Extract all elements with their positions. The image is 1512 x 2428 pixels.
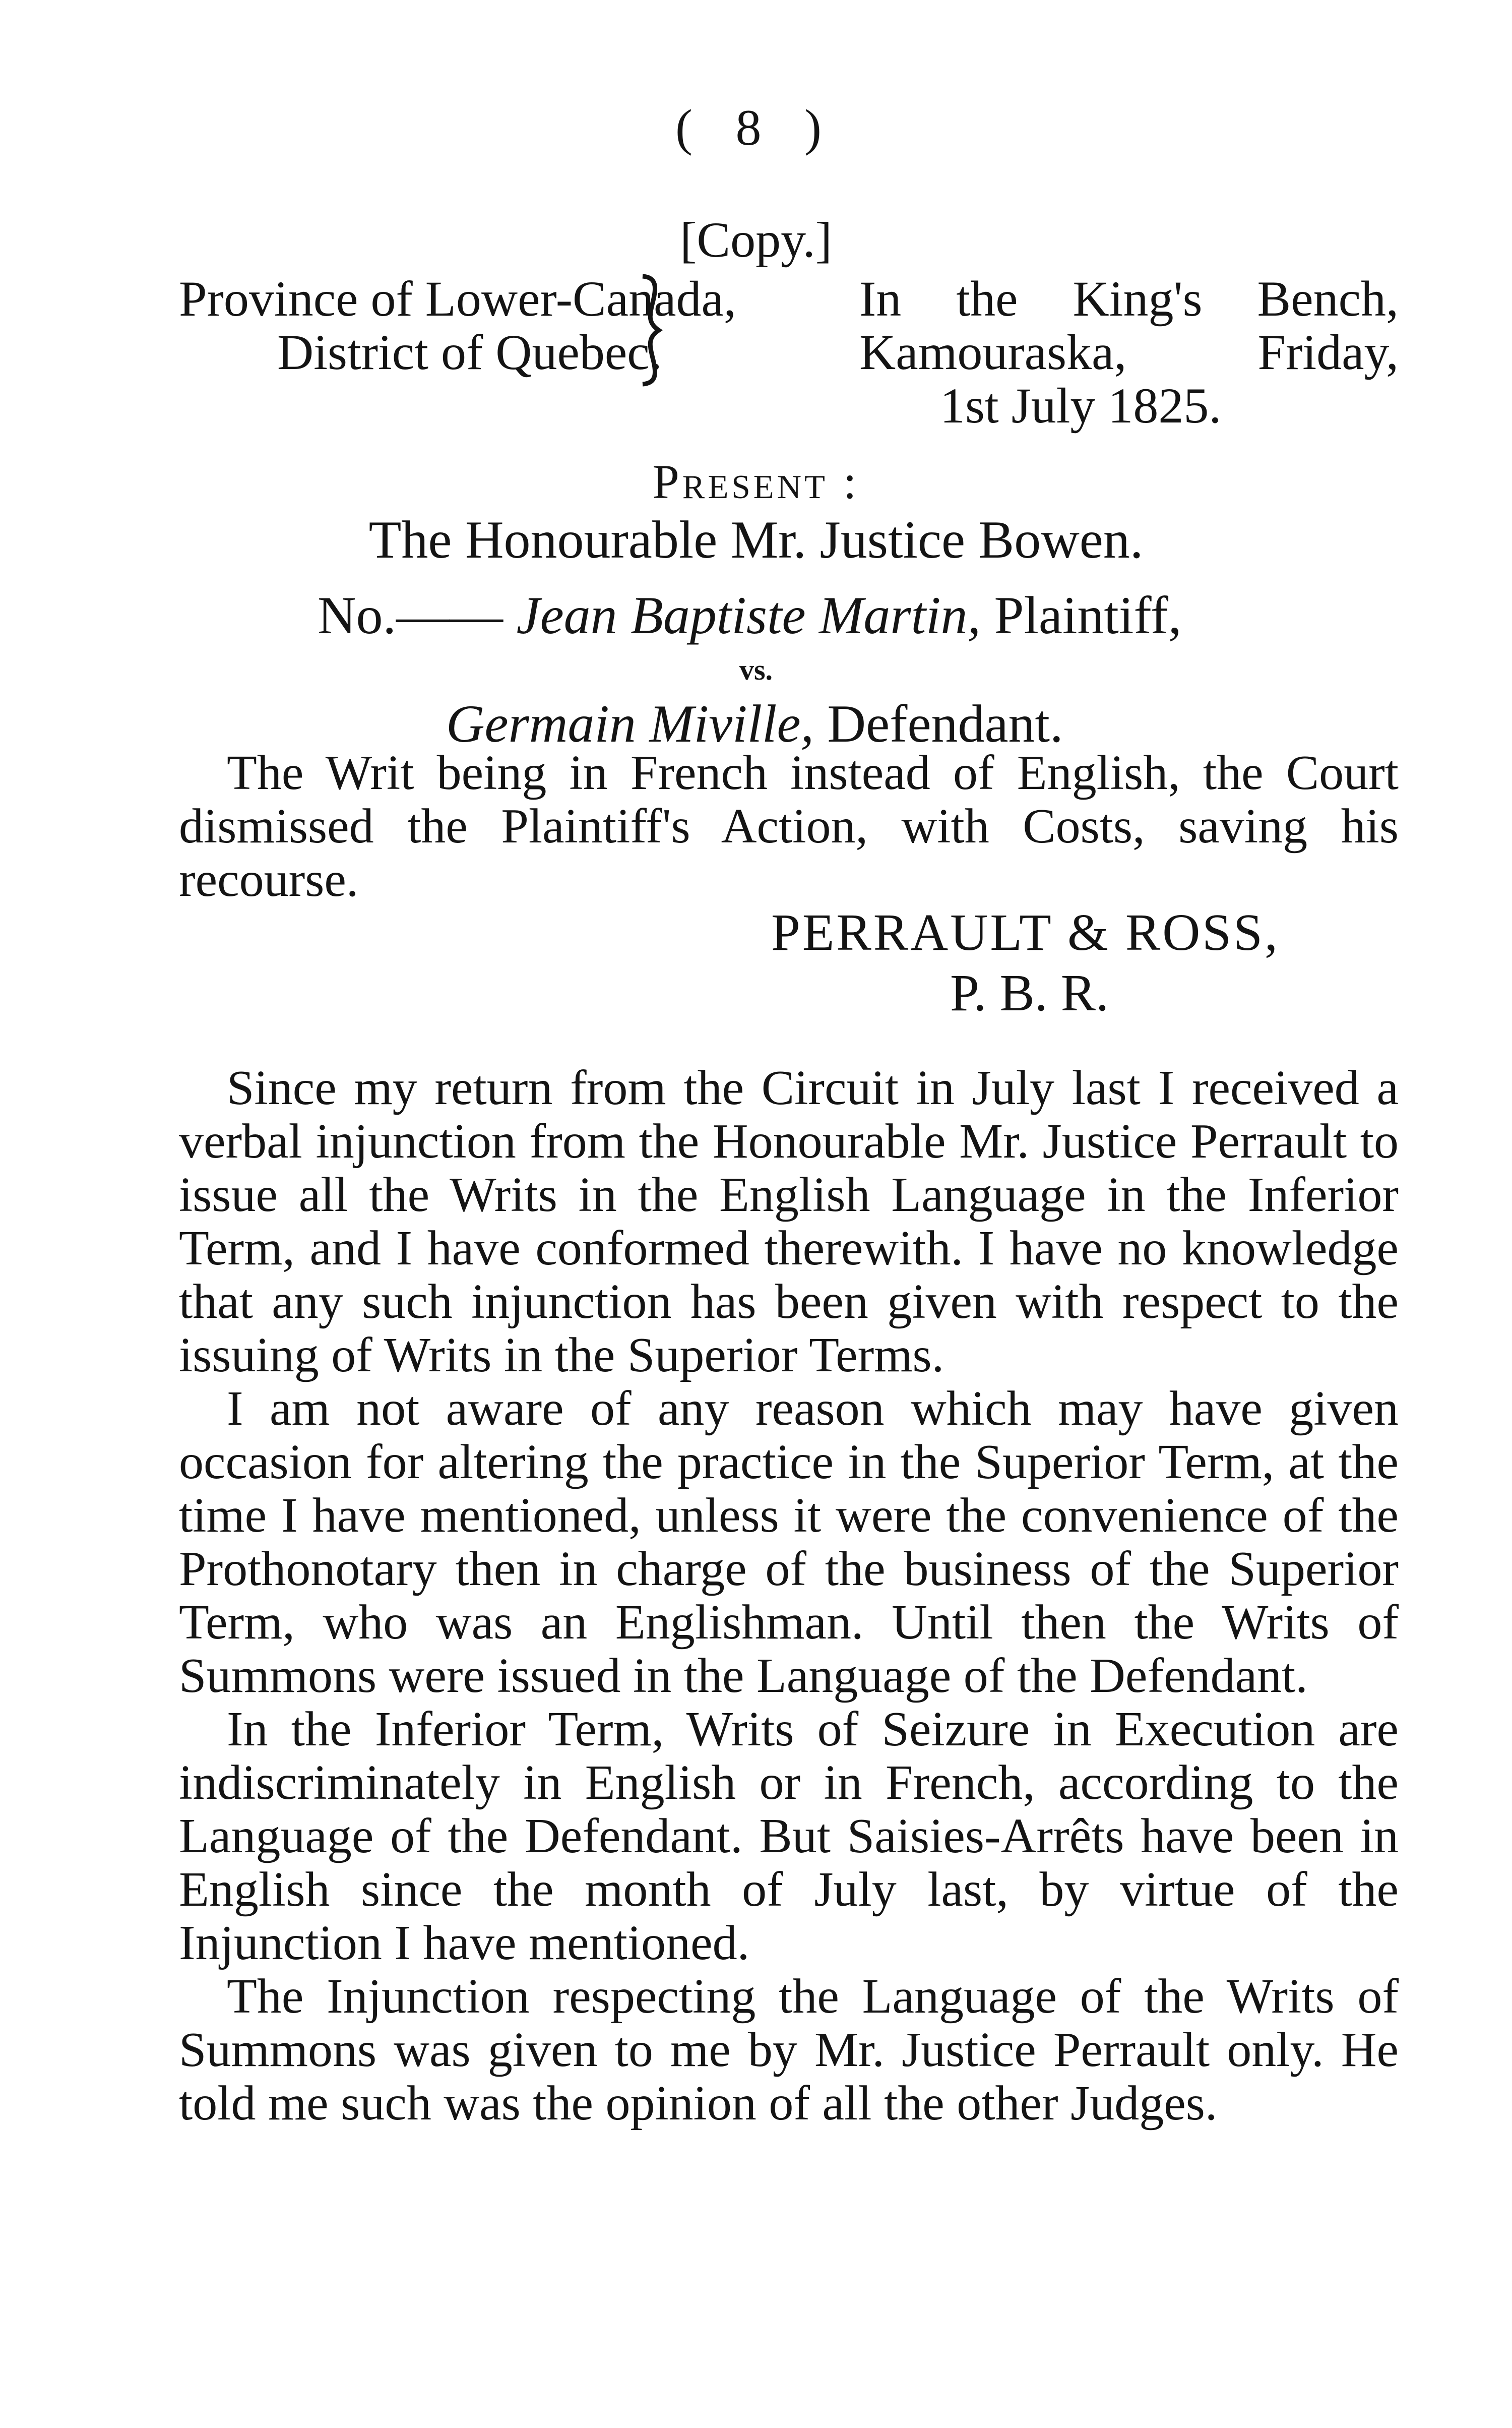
copy-label: [Copy.] [680, 212, 832, 268]
paragraph-3: In the Inferior Term, Writs of Seizure in Execution are indiscriminately in English or in French, according to the Language of the Defendant. But Saisies-Arrêts have been in English since the month of July last, by virtue of the Injunction I have mentioned. [179, 1702, 1399, 1970]
paragraph-1: Since my return from the Circuit in July last I received a verbal injunction from the Honourable Mr. Justice Perrault to issue all the Writs in the English Language in the Inferior Term, and I have conformed therewith. I have no knowledge that any such injunction has been given with respect to the issuing of Writs in the Superior Terms. [179, 1061, 1399, 1382]
case-caption [179, 272, 1399, 433]
caption-place-day: Kamouraska, Friday, [859, 324, 1399, 380]
paragraph-4: The Injunction respecting the Language of the Writs of Summons was given to me by Mr. Justice Perrault only. He told me such was the opinion of all the other Judges. [179, 1969, 1399, 2131]
caption-date: 1st July 1825. [940, 378, 1222, 434]
case-number-prefix: No.—— [318, 586, 503, 645]
case-plaintiff-line [318, 585, 1182, 646]
honourable-line: The Honourable Mr. Justice Bowen. [368, 510, 1144, 569]
caption-court: In the King's Bench, [859, 271, 1399, 327]
versus-label: vs. [739, 653, 773, 686]
ruling-paragraph [179, 746, 1399, 906]
signature-title: P. B. R. [950, 964, 1109, 1022]
defendant-role: Defendant. [827, 694, 1063, 753]
statement-body [179, 1061, 1399, 2130]
plaintiff-name: Jean Baptiste Martin, [516, 586, 981, 645]
defendant-name: Germain Miville, [446, 694, 814, 753]
present-label: Present : [652, 455, 860, 509]
brace-icon [633, 272, 668, 388]
caption-province: Province of Lower-Canada, [179, 271, 736, 327]
paragraph-2: I am not aware of any reason which may have given occasion for altering the practice in the Superior Term, at the time I have mentioned, unless it were the convenience of the Prothonotary then in charge of the business of the Superior Term, who was an Englishman. Until then the Writs of Summons were issued in the Language of the Defendant. [179, 1381, 1399, 1703]
plaintiff-role: Plaintiff, [994, 586, 1182, 645]
ruling-text: The Writ being in French instead of English, the Court dismissed the Plaintiff's Action, with Costs, saving his recourse. [179, 746, 1399, 907]
page-number: ( 8 ) [675, 99, 837, 156]
signature-firm: PERRAULT & ROSS, [771, 903, 1280, 961]
caption-district: District of Quebec. [277, 324, 662, 380]
